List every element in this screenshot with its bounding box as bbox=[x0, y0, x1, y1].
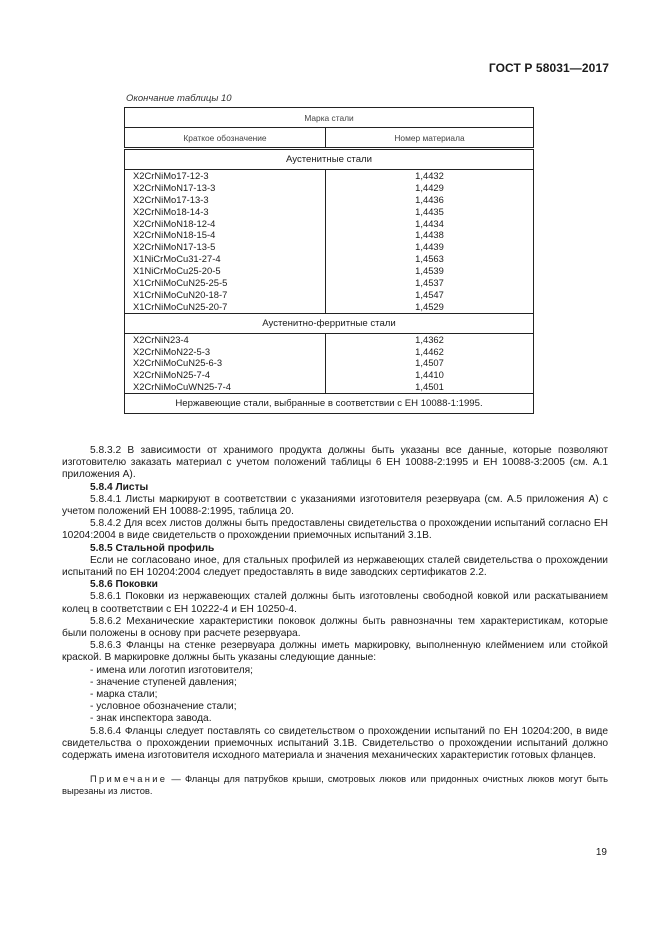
group-header-austenitic: Аустенитные стали bbox=[125, 149, 534, 170]
table-body-austenitic-ferritic bbox=[125, 333, 534, 393]
number-cell: 1,4547 bbox=[415, 288, 444, 300]
paragraph-5-8-6-3: 5.8.6.3 Фланцы на стенке резервуара должны иметь маркировку, выполненную клеймением или стойкой краской. В маркировке должны быть указаны следующие данные: bbox=[62, 640, 608, 664]
paragraph-5-8-6-2: 5.8.6.2 Механические характеристики поковок должны быть равнозначны тем характеристикам, которые были положены в основу при расчете резервуара. bbox=[62, 615, 608, 640]
number-cell: 1,4529 bbox=[415, 300, 444, 312]
number-cell: 1,4439 bbox=[415, 241, 444, 253]
grade-cell: X2CrNiMoN22-5-3 bbox=[133, 345, 211, 357]
grade-cell: X2CrNiMoN18-12-4 bbox=[133, 217, 216, 229]
number-cell: 1,4410 bbox=[415, 369, 444, 381]
document-id: ГОСТ Р 58031—2017 bbox=[488, 61, 609, 75]
grade-cell: X2CrNiMoN18-15-4 bbox=[133, 229, 216, 241]
number-cell: 1,4563 bbox=[415, 253, 444, 265]
steel-grades-table bbox=[124, 107, 534, 414]
note-label: Примечание bbox=[90, 773, 168, 785]
paragraph-5-8-5: Если не согласовано иное, для стальных профилей из нержавеющих сталей свидетельства о прохождении испытаний по ЕН 10204:2004 следует предоставлять в виде заводских сертификатов 2.2. bbox=[62, 554, 608, 579]
heading-5-8-6: 5.8.6 Поковки bbox=[90, 579, 158, 591]
table-header-row bbox=[125, 108, 534, 128]
list-item: - знак инспектора завода. bbox=[90, 713, 212, 725]
list-item: - имена или логотип изготовителя; bbox=[90, 664, 254, 676]
group-header-austenitic-ferritic: Аустенитно-ферритные стали bbox=[125, 313, 534, 333]
grade-cell: X2CrNiMo18-14-3 bbox=[133, 205, 209, 217]
table-caption: Окончание таблицы 10 bbox=[126, 93, 232, 104]
number-cell: 1,4462 bbox=[415, 345, 444, 357]
number-cell: 1,4436 bbox=[415, 193, 444, 205]
list-item: - марка стали; bbox=[90, 689, 158, 701]
paragraph-5-8-6-1: 5.8.6.1 Поковки из нержавеющих сталей должны быть изготовлены свободной ковкой или раскатыванием колец в соответствии с ЕН 10222-4 и ЕН 10250-4. bbox=[62, 591, 608, 615]
number-cell: 1,4438 bbox=[415, 229, 444, 241]
heading-5-8-5: 5.8.5 Стальной профиль bbox=[90, 542, 215, 554]
list-item: - значение ступеней давления; bbox=[90, 676, 237, 688]
paragraph-5-8-3-2: 5.8.3.2 В зависимости от хранимого продукта должны быть указаны все данные, которые позволяют изготовителю заказать материал с учетом положений таблицы 6 ЕН 10088-2:1995 и ЕН 10088-3:2005 (см. А.1 приложения А). bbox=[62, 445, 608, 481]
grade-cell: X1CrNiMoCuN20-18-7 bbox=[133, 288, 228, 300]
number-cell: 1,4501 bbox=[415, 381, 444, 393]
note-text: — Фланцы для патрубков крыши, смотровых люков или придонных очистных люков могут быть вырезаны из листов. bbox=[62, 773, 608, 797]
numbers-column bbox=[326, 170, 534, 314]
numbers-column bbox=[326, 333, 534, 393]
table-footnote: Нержавеющие стали, выбранные в соответствии с ЕН 10088-1:1995. bbox=[125, 394, 534, 414]
grade-cell: X2CrNiMoN17-13-5 bbox=[133, 241, 216, 253]
table-subheader-row bbox=[125, 128, 534, 149]
grade-cell: X2CrNiN23-4 bbox=[133, 333, 189, 345]
table-footer-row bbox=[125, 394, 534, 414]
grades-column bbox=[125, 333, 326, 393]
grade-cell: X1NiCrMoCu31-27-4 bbox=[133, 253, 221, 265]
table-body-austenitic bbox=[125, 170, 534, 314]
number-cell: 1,4507 bbox=[415, 357, 444, 369]
paragraph-5-8-6-4: 5.8.6.4 Фланцы следует поставлять со свидетельством о прохождении испытаний по ЕН 10204:200, в виде свидетельства о прохождении приемочных испытаний 3.1В. Свидетельство о прохождении испытаний должно содержать имена изготовителя исходного материала и значения механических характеристик готовых фланцев. bbox=[62, 725, 608, 762]
grade-cell: X2CrNiMo17-13-3 bbox=[133, 193, 209, 205]
list-item: - условное обозначение стали; bbox=[90, 701, 237, 713]
grade-cell: X2CrNiMoN25-7-4 bbox=[133, 369, 211, 381]
grade-cell: X2CrNiMoN17-13-3 bbox=[133, 181, 216, 193]
number-cell: 1,4434 bbox=[415, 217, 444, 229]
page-number: 19 bbox=[595, 847, 607, 858]
paragraph-5-8-4-2: 5.8.4.2 Для всех листов должны быть предоставлены свидетельства о прохождении испытаний согласно ЕН 10204:2004 в виде свидетельств о прохождении приемочных испытаний 3.1В. bbox=[62, 518, 608, 542]
number-cell: 1,4539 bbox=[415, 265, 444, 277]
grade-cell: X2CrNiMo17-12-3 bbox=[133, 170, 209, 181]
grade-cell: X1CrNiMoCuN25-25-5 bbox=[133, 277, 228, 289]
body-text bbox=[62, 445, 608, 797]
grade-cell: X1NiCrMoCu25-20-5 bbox=[133, 265, 221, 277]
header-short-designation: Краткое обозначение bbox=[125, 128, 326, 149]
note bbox=[62, 773, 608, 797]
number-cell: 1,4537 bbox=[415, 277, 444, 289]
number-cell: 1,4432 bbox=[415, 170, 444, 181]
number-cell: 1,4362 bbox=[415, 333, 444, 345]
grade-cell: X1CrNiMoCuN25-20-7 bbox=[133, 300, 228, 312]
number-cell: 1,4435 bbox=[415, 205, 444, 217]
number-cell: 1,4429 bbox=[415, 181, 444, 193]
header-steel-grade: Марка стали bbox=[125, 108, 534, 128]
paragraph-5-8-4-1: 5.8.4.1 Листы маркируют в соответствии с указаниями изготовителя резервуара (см. А.5 приложения А) с учетом положений ЕН 10088-2:1995, таблица 20. bbox=[62, 493, 608, 518]
heading-5-8-4: 5.8.4 Листы bbox=[90, 481, 149, 493]
grade-cell: X2CrNiMoCuWN25-7-4 bbox=[133, 381, 231, 393]
grades-column bbox=[125, 170, 326, 314]
header-material-number: Номер материала bbox=[326, 128, 534, 149]
grade-cell: X2CrNiMoCuN25-6-3 bbox=[133, 357, 223, 369]
